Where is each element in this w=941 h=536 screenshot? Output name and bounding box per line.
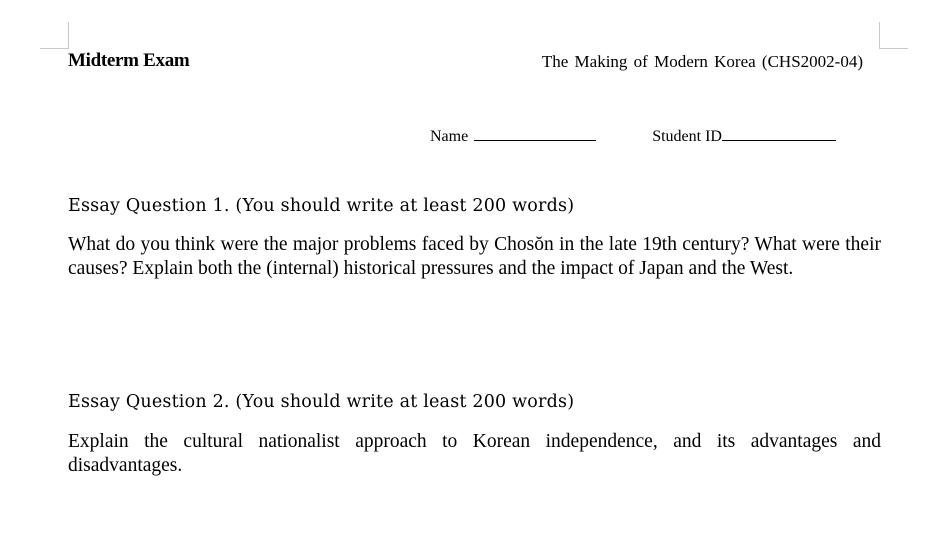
course-title: The Making of Modern Korea (CHS2002-04) [541, 52, 863, 71]
page-corner-mark-right [879, 22, 908, 49]
name-blank-line[interactable] [474, 126, 596, 141]
name-label: Name [430, 128, 469, 145]
exam-title: Midterm Exam [68, 50, 190, 71]
student-info-row [430, 126, 836, 146]
page-corner-mark-left [40, 22, 69, 49]
question-2-heading: Essay Question 2. (You should write at least 200 words) [68, 392, 575, 412]
question-2-text: Explain the cultural nationalist approach to Korean independence, and its advantages and disadvantages. [68, 431, 881, 476]
question-1-text: What do you think were the major problems faced by Chosŏn in the late 19th century? What were their causes? Explain both the (internal) historical pressures and the impact of Japan and the West. [68, 234, 881, 279]
question-1-heading: Essay Question 1. (You should write at least 200 words) [68, 196, 575, 216]
student-id-blank-line[interactable] [722, 126, 836, 141]
student-id-label: Student ID [652, 128, 722, 145]
